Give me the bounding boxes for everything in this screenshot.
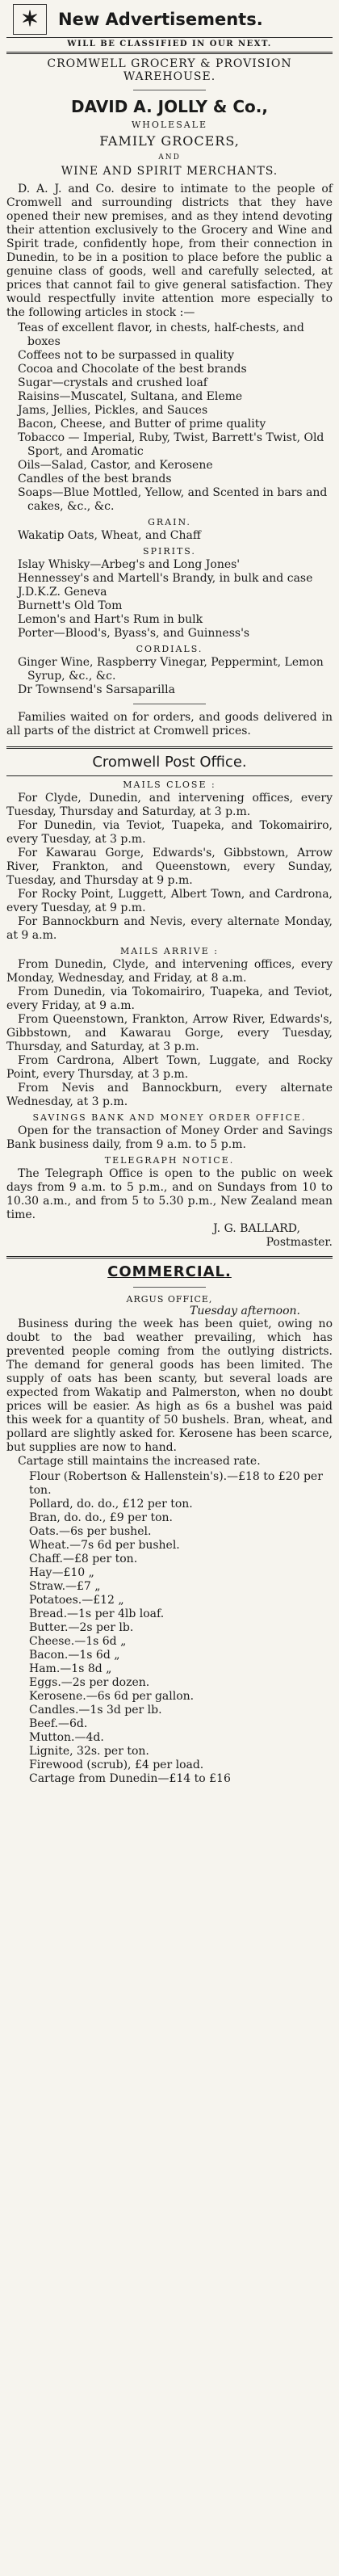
merchants-title: WINE AND SPIRIT MERCHANTS. (61, 165, 278, 178)
price-item: Hay—£10 „ (29, 1566, 94, 1579)
postmaster-signature: J. G. BALLARD, (213, 1222, 300, 1235)
cartage-note: Cartage still maintains the increased rate. (18, 1455, 261, 1468)
price-item: Bread.—1s per 4lb loaf. (29, 1607, 165, 1620)
stock-item: Tobacco — Imperial, Ruby, Twist, Barrett's Twist, Old Sport, and Aromatic (18, 431, 324, 458)
telegraph-heading: TELEGRAPH NOTICE. (104, 1155, 235, 1166)
office-line: ARGUS OFFICE, (126, 1294, 213, 1305)
savings-bank-heading: SAVINGS BANK AND MONEY ORDER OFFICE. (32, 1112, 307, 1123)
masthead-subtitle: WILL BE CLASSIFIED IN OUR NEXT. (67, 40, 272, 48)
spirits-heading: SPIRITS. (143, 546, 196, 557)
spirits-item: Hennessey's and Martell's Brandy, in bulk and case (18, 572, 313, 585)
price-list (6, 1470, 333, 1786)
mails-close-heading: MAILS CLOSE : (123, 780, 216, 790)
divider (6, 775, 333, 776)
savings-bank-text: Open for the transaction of Money Order and Savings Bank business daily, from 9 a.m. to 5 p.m. (6, 1124, 333, 1151)
ad-header-line2: WAREHOUSE. (123, 70, 216, 83)
and-label: AND (158, 153, 181, 162)
stock-item: Raisins—Muscatel, Sultana, and Eleme (18, 390, 243, 403)
stock-item: Jams, Jellies, Pickles, and Sauces (18, 404, 208, 417)
commercial-report-text: Business during the week has been quiet, owing no doubt to the bad weather prevailing, which has prevented people coming from the outlying districts. The demand for general goods has been limited. The supply of oats has been scanty, but several loads are expected from Wakatip and Palmerston, when no doubt prices will be easier. As high as 6s a bushel was paid this week for a quantity of 50 bushels. Bran, wheat, and pollard are slightly asked for. Kerosene has been scarce, but supplies are now to hand. (6, 1317, 333, 1454)
spirits-item: Porter—Blood's, Byass's, and Guinness's (18, 627, 250, 640)
stock-item: Bacon, Cheese, and Butter of prime quality (18, 418, 266, 431)
mail-arrive-item: From Nevis and Bannockburn, every alternate Wednesday, at 3 p.m. (6, 1082, 333, 1108)
spirits-item: Islay Whisky—Arbeg's and Long Jones' (18, 558, 241, 571)
mails-arrive-heading: MAILS ARRIVE : (120, 946, 219, 956)
price-item: Bacon.—1s 6d „ (29, 1649, 120, 1662)
cordials-list (18, 656, 333, 697)
cordials-item: Dr Townsend's Sarsaparilla (18, 683, 175, 696)
spirits-item: Burnett's Old Tom (18, 599, 123, 612)
price-item: Straw.—£7 „ (29, 1580, 101, 1593)
stock-item: Oils—Salad, Castor, and Kerosene (18, 459, 213, 472)
family-grocers: FAMILY GROCERS, (99, 133, 240, 149)
ad-header-line1: CROMWELL GROCERY & PROVISION (47, 57, 292, 70)
divider (6, 52, 333, 54)
grain-item: Wakatip Oats, Wheat, and Chaff (18, 529, 201, 542)
commercial-title: COMMERCIAL. (107, 1263, 232, 1280)
cordials-item: Ginger Wine, Raspberry Vinegar, Peppermint, Lemon Syrup, &c., &c. (18, 656, 324, 683)
price-item: Pollard, do. do., £12 per ton. (29, 1498, 193, 1511)
divider (133, 1287, 206, 1288)
cordials-heading: CORDIALS. (136, 644, 203, 654)
day-line: Tuesday afternoon. (190, 1305, 300, 1317)
stock-item: Cocoa and Chocolate of the best brands (18, 363, 247, 376)
telegraph-text: The Telegraph Office is open to the public on week days from 9 a.m. to 5 p.m., and on Sundays from 10 to 10.30 a.m., and from 5 to 5.30 p.m., New Zealand mean time. (6, 1167, 333, 1221)
price-item: Beef.—6d. (29, 1717, 88, 1730)
stock-item: Candles of the best brands (18, 473, 172, 485)
price-item: Potatoes.—£12 „ (29, 1594, 124, 1607)
price-item: Chaff.—£8 per ton. (29, 1553, 138, 1565)
price-item: Eggs.—2s per dozen. (29, 1676, 150, 1689)
divider (6, 37, 333, 38)
grocery-advertisement (6, 57, 333, 738)
stock-item: Sugar—crystals and crushed loaf (18, 376, 207, 389)
ad-footer: Families waited on for orders, and goods delivered in all parts of the district at Cromwell prices. (6, 711, 333, 738)
divider (6, 746, 333, 749)
grain-list (18, 529, 333, 543)
mail-close-item: For Kawarau Gorge, Edwards's, Gibbstown, Arrow River, Frankton, and Queenstown, every Sunday, Tuesday, and Thursday at 9 p.m. (6, 847, 333, 887)
price-item: Butter.—2s per lb. (29, 1621, 134, 1634)
price-item: Oats.—6s per bushel. (29, 1525, 152, 1538)
mail-arrive-item: From Cardrona, Albert Town, Luggate, and Rocky Point, every Thursday, at 3 p.m. (6, 1054, 333, 1081)
price-item: Flour (Robertson & Hallenstein's).—£18 to £20 per ton. (29, 1470, 323, 1497)
divider (6, 1256, 333, 1259)
masthead (6, 3, 333, 36)
mail-close-item: For Dunedin, via Teviot, Tuapeka, and Tokomairiro, every Tuesday, at 3 p.m. (6, 819, 333, 846)
spirits-item: J.D.K.Z. Geneva (18, 586, 107, 599)
stock-item: Teas of excellent flavor, in chests, half-chests, and boxes (18, 321, 304, 348)
mail-close-item: For Clyde, Dunedin, and intervening offices, every Tuesday, Thursday and Saturday, at 3 p.m. (6, 792, 333, 818)
commercial-report (6, 1263, 333, 1786)
post-office-title: Cromwell Post Office. (92, 754, 247, 771)
decorative-initial-icon: ✶ (13, 4, 47, 35)
postmaster-role: Postmaster. (266, 1236, 333, 1249)
mail-arrive-item: From Dunedin, via Tokomairiro, Tuapeka, and Teviot, every Friday, at 9 a.m. (6, 985, 333, 1012)
price-item: Cartage from Dunedin—£14 to £16 (29, 1772, 231, 1785)
price-item: Ham.—1s 8d „ (29, 1662, 112, 1675)
mail-close-item: For Bannockburn and Nevis, every alternate Monday, at 9 a.m. (6, 915, 333, 942)
grain-heading: GRAIN. (148, 517, 191, 527)
price-item: Wheat.—7s 6d per bushel. (29, 1539, 180, 1552)
firm-name: DAVID A. JOLLY & Co., (71, 97, 268, 116)
price-item: Kerosene.—6s 6d per gallon. (29, 1690, 195, 1703)
mail-close-item: For Rocky Point, Luggett, Albert Town, and Cardrona, every Tuesday, at 9 p.m. (6, 888, 333, 914)
stock-item: Coffees not to be surpassed in quality (18, 349, 235, 362)
wholesale-label: WHOLESALE (131, 120, 208, 130)
price-item: Candles.—1s 3d per lb. (29, 1704, 162, 1717)
price-item: Cheese.—1s 6d „ (29, 1635, 127, 1648)
spirits-item: Lemon's and Hart's Rum in bulk (18, 613, 203, 626)
stock-list (18, 321, 333, 514)
ad-intro: D. A. J. and Co. desire to intimate to the people of Cromwell and surrounding districts that they have opened their new premises, and as they intend devoting their attention exclusively to the Grocery and Wine and Spirit trade, confidently hope, from their connection in Dunedin, to be in a position to place before the public a genuine class of goods, well and carefully selected, at prices that cannot fail to give general satisfaction. They would respectfully invite attention more especially to the following articles in stock :— (6, 183, 333, 319)
price-item: Bran, do. do., £9 per ton. (29, 1511, 173, 1524)
stock-item: Soaps—Blue Mottled, Yellow, and Scented in bars and cakes, &c., &c. (18, 486, 328, 513)
masthead-title: New Advertisements. (58, 10, 263, 29)
column (6, 0, 333, 1786)
price-item: Lignite, 32s. per ton. (29, 1745, 149, 1758)
mail-arrive-item: From Dunedin, Clyde, and intervening offices, every Monday, Wednesday, and Friday, at 8 a.m. (6, 958, 333, 985)
price-item: Mutton.—4d. (29, 1731, 104, 1744)
price-item: Firewood (scrub), £4 per load. (29, 1759, 204, 1771)
spirits-list (18, 558, 333, 641)
post-office-notice (6, 754, 333, 1250)
mail-arrive-item: From Queenstown, Frankton, Arrow River, Edwards's, Gibbstown, and Kawarau Gorge, every Tuesday, Thursday, and Saturday, at 3 p.m. (6, 1013, 333, 1053)
